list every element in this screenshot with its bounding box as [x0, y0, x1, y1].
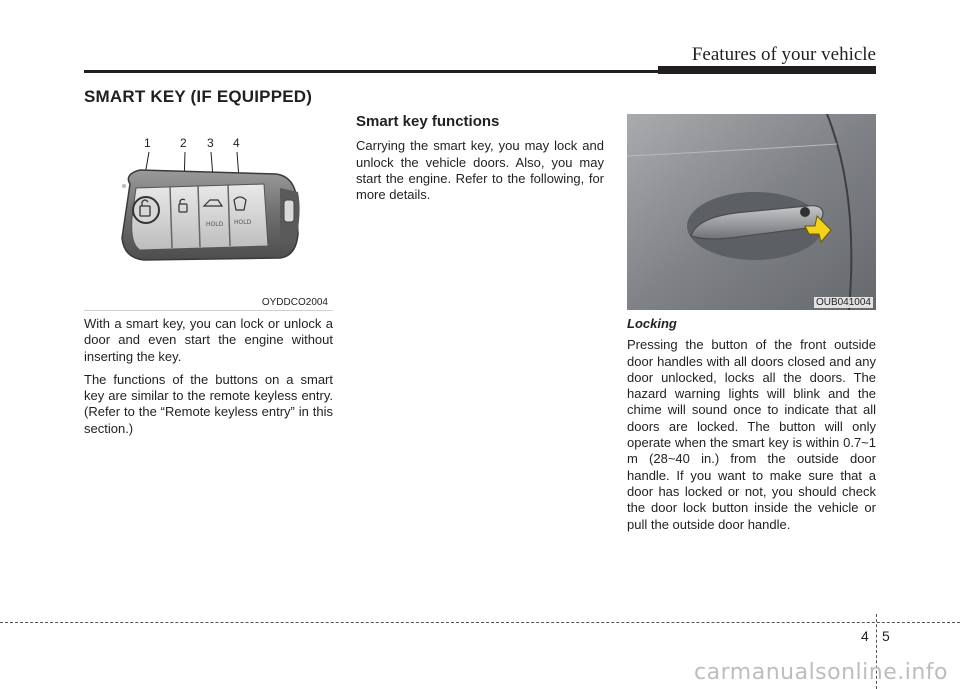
paragraph: With a smart key, you can lock or unlock a door and even start the engine without inserting the key.: [84, 316, 333, 364]
door-handle-figure: [627, 114, 876, 310]
paragraph: Pressing the button of the front outside door handles with all doors closed and any door unlocked, locks all the doors. The hazard warning lights will blink and the chime will sound once to indicate that all doors are locked. The button will only operate when the smart key is within 0.7~1 m (28~40 in.) from the outside door handle. If you want to make sure that a door has locked or not, you should check the door lock button inside the vehicle or pull the outside door handle.: [627, 337, 876, 532]
paragraph: Carrying the smart key, you may lock and unlock the vehicle doors. Also, you may start the engine. Refer to the following, for more details.: [356, 138, 604, 203]
door-handle-illustration: [627, 114, 876, 310]
svg-text:HOLD: HOLD: [206, 221, 224, 228]
button-number-2: 2: [180, 136, 187, 150]
watermark: carmanualsonline.info: [694, 660, 948, 685]
locking-heading: Locking: [627, 316, 677, 331]
page-number: 5: [882, 628, 890, 644]
button-number-4: 4: [233, 136, 240, 150]
chapter-number: 4: [861, 628, 869, 644]
figure-code: OYDDCO2004: [261, 297, 328, 308]
left-column: [84, 316, 333, 444]
svg-text:HOLD: HOLD: [234, 219, 252, 226]
footer-dashed-line: [0, 622, 960, 623]
button-number-3: 3: [207, 136, 214, 150]
smart-key-figure: [84, 114, 333, 311]
middle-column: [356, 114, 604, 210]
header-rule-tab: [658, 66, 876, 74]
section-title: SMART KEY (IF EQUIPPED): [84, 87, 313, 106]
paragraph: The functions of the buttons on a smart key are similar to the remote keyless entry. (Refer to the “Remote keyless entry” in this section.): [84, 371, 333, 436]
subsection-heading: Smart key functions: [356, 113, 500, 130]
button-number-1: 1: [144, 136, 151, 150]
right-column: [627, 316, 876, 540]
header-title: Features of your vehicle: [691, 44, 876, 65]
figure-code: OUB041004: [815, 297, 871, 308]
